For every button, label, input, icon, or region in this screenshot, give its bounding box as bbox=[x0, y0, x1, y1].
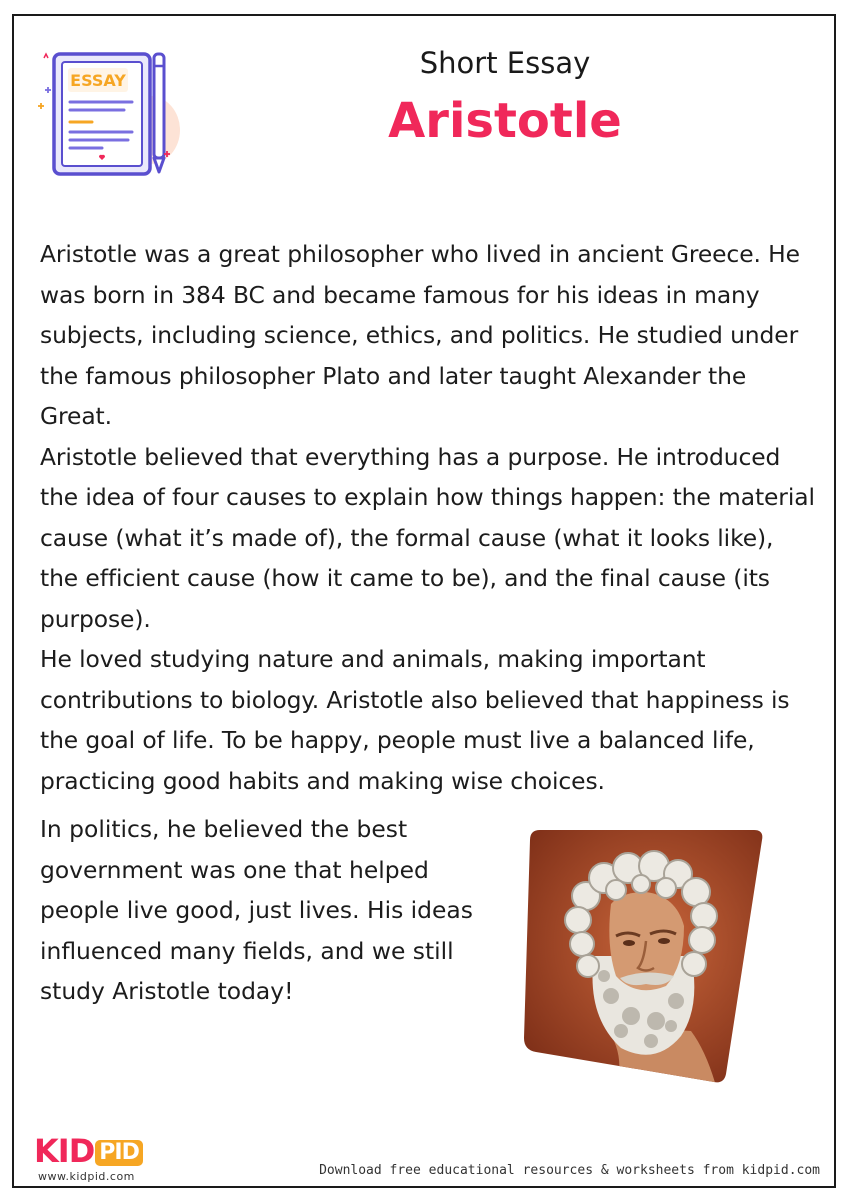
essay-clipboard-icon bbox=[32, 40, 182, 185]
page-title: Aristotle bbox=[388, 93, 622, 149]
logo-url: www.kidpid.com bbox=[38, 1170, 135, 1183]
essay-body bbox=[40, 234, 815, 801]
essay-paragraph: Aristotle was a great philosopher who lived in ancient Greece. He was born in 384 BC and became famous for his ideas in many subjects, including science, ethics, and politics. He studied under the famous philosopher Plato and later taught Alexander the Great. bbox=[40, 240, 800, 430]
aristotle-portrait-illustration bbox=[516, 826, 766, 1086]
essay-icon-label: ESSAY bbox=[70, 71, 126, 90]
page-subtitle: Short Essay bbox=[419, 46, 591, 80]
footer-download-note: Download free educational resources & worksheets from kidpid.com bbox=[319, 1163, 820, 1178]
essay-paragraph: Aristotle believed that everything has a purpose. He introduced the idea of four causes to explain how things happen: the material cause (what it’s made of), the formal cause (what it looks like), the efficient cause (how it came to be), and the final cause (its purpose). bbox=[40, 442, 815, 633]
logo-kid-text: KID bbox=[34, 1132, 95, 1170]
kidpid-logo bbox=[34, 1134, 143, 1174]
logo-pid-text: PID bbox=[95, 1140, 143, 1166]
essay-paragraph-final: In politics, he believed the best government was one that helped people live good, just lives. His ideas influenced many fields, and we still study Aristotle today! bbox=[40, 815, 473, 1005]
essay-paragraph: He loved studying nature and animals, making important contributions to biology. Aristotle also believed that happiness is the goal of life. To be happy, people must live a balanced life, practicing good habits and making wise choices. bbox=[40, 645, 790, 795]
